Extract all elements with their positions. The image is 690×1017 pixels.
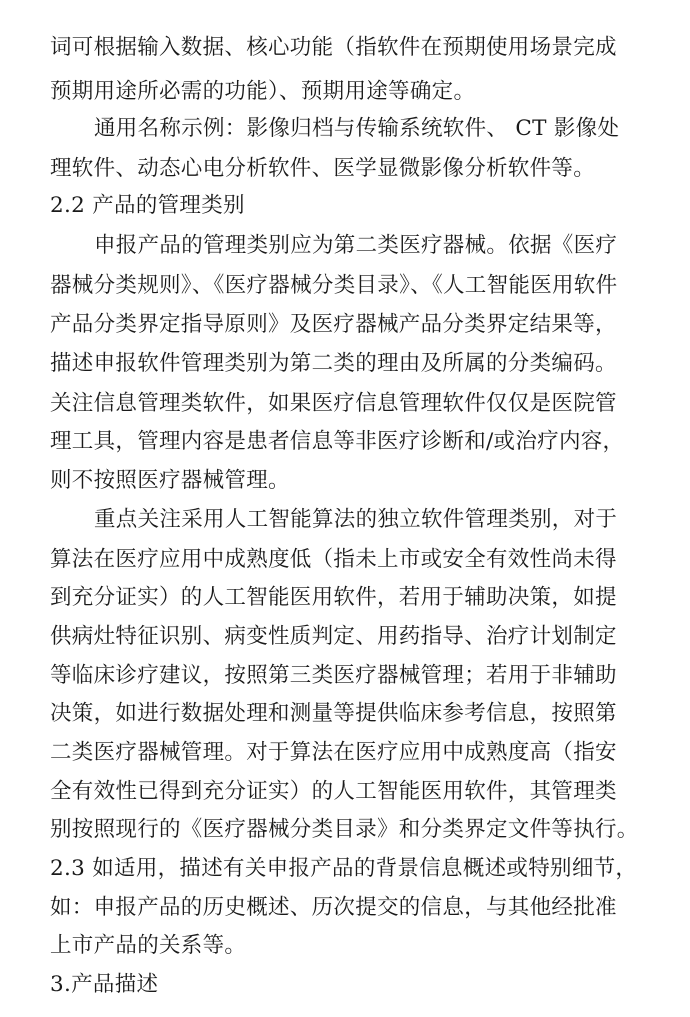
paragraph-line: 算法在医疗应用中成熟度低（指未上市或安全有效性尚未得 (50, 547, 617, 572)
paragraph-line: 重点关注采用人工智能算法的独立软件管理类别，对于 (94, 507, 618, 532)
paragraph-line: 二类医疗器械管理。对于算法在医疗应用中成熟度高（指安 (50, 740, 617, 765)
paragraph-line: 预期用途所必需的功能）、预期用途等确定。 (50, 79, 476, 104)
paragraph-line: 申报产品的管理类别应为第二类医疗器械。依据《医疗 (94, 233, 618, 258)
paragraph-line: 供病灶特征识别、病变性质判定、用药指导、治疗计划制定 (50, 624, 617, 649)
paragraph-line: 如：申报产品的历史概述、历次提交的信息，与其他经批准 (50, 895, 617, 920)
paragraph-line: 到充分证实）的人工智能医用软件，若用于辅助决策，如提 (50, 585, 617, 610)
paragraph-line: 则不按照医疗器械管理。 (50, 468, 290, 493)
paragraph-line: 决策，如进行数据处理和测量等提供临床参考信息，按照第 (50, 701, 617, 726)
section-heading: 3.产品描述 (50, 972, 159, 997)
paragraph-line: 理软件、动态心电分析软件、医学显微影像分析软件等。 (50, 156, 596, 181)
paragraph-line: 上市产品的关系等。 (50, 933, 247, 958)
paragraph-line: 描述申报软件管理类别为第二类的理由及所属的分类编码。 (50, 351, 617, 376)
paragraph-line: 关注信息管理类软件，如果医疗信息管理软件仅仅是医院管 (50, 391, 617, 416)
paragraph-line: 全有效性已得到充分证实）的人工智能医用软件，其管理类 (50, 779, 617, 804)
paragraph-line: 产品分类界定指导原则》及医疗器械产品分类界定结果等， (50, 312, 617, 337)
paragraph-line: 等临床诊疗建议，按照第三类医疗器械管理；若用于非辅助 (50, 663, 617, 688)
section-heading: 2.3 如适用，描述有关申报产品的背景信息概述或特别细节， (50, 856, 638, 881)
paragraph-line: 器械分类规则》、《医疗器械分类目录》、《人工智能医用软件 (50, 273, 618, 298)
paragraph-line: 理工具，管理内容是患者信息等非医疗诊断和/或治疗内容， (50, 429, 625, 454)
section-heading: 2.2 产品的管理类别 (50, 193, 245, 218)
paragraph-line: 词可根据输入数据、核心功能（指软件在预期使用场景完成 (50, 35, 617, 60)
paragraph-line: 别按照现行的《医疗器械分类目录》和分类界定文件等执行。 (50, 817, 639, 842)
paragraph-line: 通用名称示例：影像归档与传输系统软件、 CT 影像处 (94, 116, 620, 141)
